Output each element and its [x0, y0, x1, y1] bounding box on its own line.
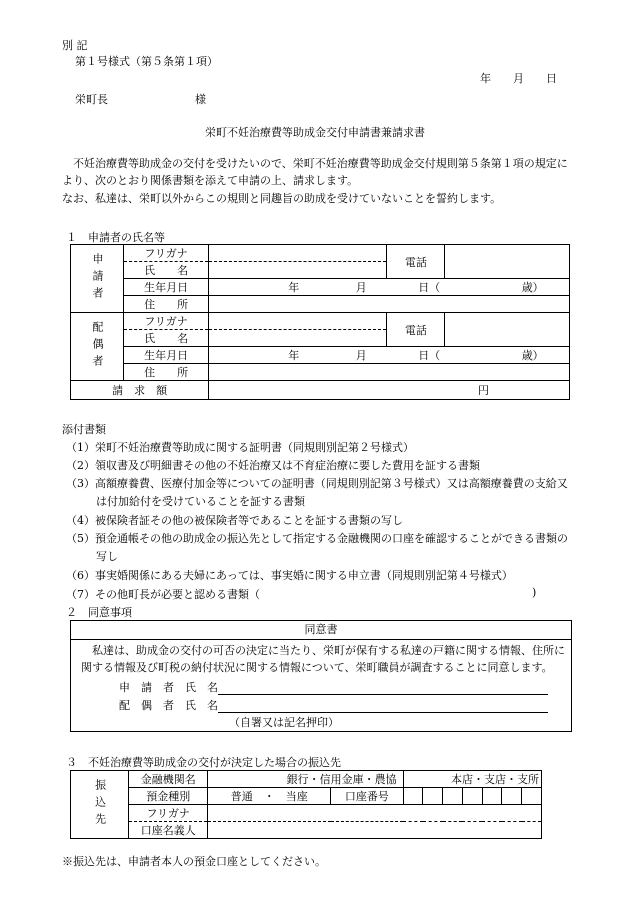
spouse-phone-label: 電話 — [387, 313, 445, 347]
holder-furigana-field[interactable] — [208, 805, 542, 822]
attachment-item-3-cont: は付加給付を受けていることを証する書類 — [96, 495, 305, 508]
addressee: 栄町長 — [75, 93, 108, 106]
branch-name-field[interactable]: 本店・支店・支所 — [403, 771, 541, 788]
consent-spouse-line: 配 偶 者 氏 名 — [119, 697, 548, 713]
spouse-name-field[interactable] — [209, 330, 387, 347]
spouse-name-label: 氏 名 — [124, 330, 209, 347]
applicant-birth-field[interactable]: 年 月 日（ 歳） — [209, 279, 570, 296]
account-number-label: 口座番号 — [331, 788, 403, 805]
attachment-item-5: （5）預金通帳その他の助成金の振込先として指定する金融機関の口座を確認することができる書類の — [66, 532, 568, 545]
account-holder-label: 口座名義人 — [129, 822, 208, 839]
attachment-item-7-close: ) — [532, 586, 537, 599]
spouse-birth-label: 生年月日 — [124, 347, 209, 364]
form-number: 第１号様式（第５条第１項） — [75, 55, 218, 68]
signature-note: （自署又は記名押印） — [229, 716, 339, 729]
bank-name-label: 金融機関名 — [129, 771, 208, 788]
deposit-type-field[interactable]: 普通 ・ 当座 — [208, 788, 331, 805]
applicant-section-label: 申請者 — [71, 245, 124, 313]
applicant-name-label: 氏 名 — [124, 262, 209, 279]
spouse-section-label: 配偶者 — [71, 313, 124, 381]
attachment-item-3: （3）高額療養費、医療付加金等についての証明書（同規則別記第３号様式）又は高額療養費の支給又 — [66, 477, 568, 490]
applicant-phone-label: 電話 — [387, 245, 445, 279]
attachments-heading: 添付書類 — [62, 423, 106, 436]
consent-box — [70, 620, 572, 732]
applicant-birth-label: 生年月日 — [124, 279, 209, 296]
applicant-address-label: 住 所 — [124, 296, 209, 313]
applicant-address-field[interactable] — [209, 296, 570, 313]
attachment-item-1: （1）栄町不妊治療費等助成に関する証明書（同規則別記第２号様式） — [66, 441, 414, 454]
bank-table — [70, 770, 542, 839]
appendix-label: 別 記 — [62, 39, 88, 52]
honorific: 様 — [195, 93, 206, 106]
attachment-item-5-cont: 写し — [96, 550, 118, 563]
spouse-furigana-field[interactable] — [209, 313, 387, 330]
attachment-item-2: （2）領収書及び明細書その他の不妊治療又は不育症治療に要した費用を証する書類 — [66, 459, 480, 472]
attachment-item-7: （7）その他町長が必要と認める書類（ — [66, 588, 260, 601]
holder-furigana-label: フリガナ — [129, 805, 208, 822]
spouse-phone-field[interactable] — [445, 313, 570, 347]
applicant-signature-field[interactable] — [218, 682, 548, 695]
spouse-furigana-label: フリガナ — [124, 313, 209, 330]
account-holder-field[interactable] — [208, 822, 542, 839]
spouse-signature-field[interactable] — [218, 700, 548, 713]
section1-heading: １ 申請者の氏名等 — [66, 231, 165, 244]
footnote: ※振込先は、申請者本人の預金口座としてください。 — [62, 855, 326, 868]
section3-heading: ３ 不妊治療費等助成金の交付が決定した場合の振込先 — [66, 756, 341, 769]
account-digit[interactable] — [482, 788, 502, 805]
spouse-address-field[interactable] — [209, 364, 570, 381]
deposit-type-label: 預金種別 — [129, 788, 208, 805]
consent-title: 同意書 — [71, 621, 571, 640]
date-day: 日 — [546, 72, 557, 85]
transfer-label: 振込先 — [71, 771, 129, 839]
date-month: 月 — [513, 72, 524, 85]
applicant-table — [70, 244, 570, 400]
intro-paragraph: 不妊治療費等助成金の交付を受けたいので、栄町不妊治療費等助成金交付規則第５条第１項の規定により、次のとおり関係書類を添えて申請の上、請求します。 — [62, 157, 568, 187]
applicant-furigana-label: フリガナ — [124, 245, 209, 262]
claim-amount-label: 請 求 額 — [71, 381, 209, 400]
date-year: 年 — [480, 72, 491, 85]
consent-text: 私達は、助成金の交付の可否の決定に当たり、栄町が保有する私達の戸籍に関する情報、住所に関する情報及び町税の納付状況に関する情報について、栄町職員が調査することに同意します。 — [81, 644, 565, 674]
attachment-item-4: （4）被保険者証その他の被保険者等であることを証する書類の写し — [66, 514, 403, 527]
pledge-paragraph: なお、私達は、栄町以外からこの規則と同趣旨の助成を受けていないことを誓約します。 — [62, 192, 502, 205]
spouse-address-label: 住 所 — [124, 364, 209, 381]
account-digit[interactable] — [423, 788, 443, 805]
attachment-item-6: （6）事実婚関係にある夫婦にあっては、事実婚に関する申立書（同規則別記第４号様式） — [66, 569, 513, 582]
account-digit[interactable] — [443, 788, 463, 805]
bank-name-field[interactable]: 銀行・信用金庫・農協 — [208, 771, 403, 788]
consent-applicant-line: 申 請 者 氏 名 — [119, 679, 548, 695]
section2-heading: ２ 同意事項 — [66, 606, 132, 619]
account-digit[interactable] — [522, 788, 542, 805]
account-digit[interactable] — [462, 788, 482, 805]
spouse-birth-field[interactable]: 年 月 日（ 歳） — [209, 347, 570, 364]
claim-amount-field[interactable]: 円 — [209, 381, 570, 400]
applicant-name-field[interactable] — [209, 262, 387, 279]
applicant-phone-field[interactable] — [445, 245, 570, 279]
document-title: 栄町不妊治療費等助成金交付申請書兼請求書 — [205, 126, 425, 139]
account-digit[interactable] — [403, 788, 423, 805]
account-digit[interactable] — [502, 788, 522, 805]
applicant-furigana-field[interactable] — [209, 245, 387, 262]
